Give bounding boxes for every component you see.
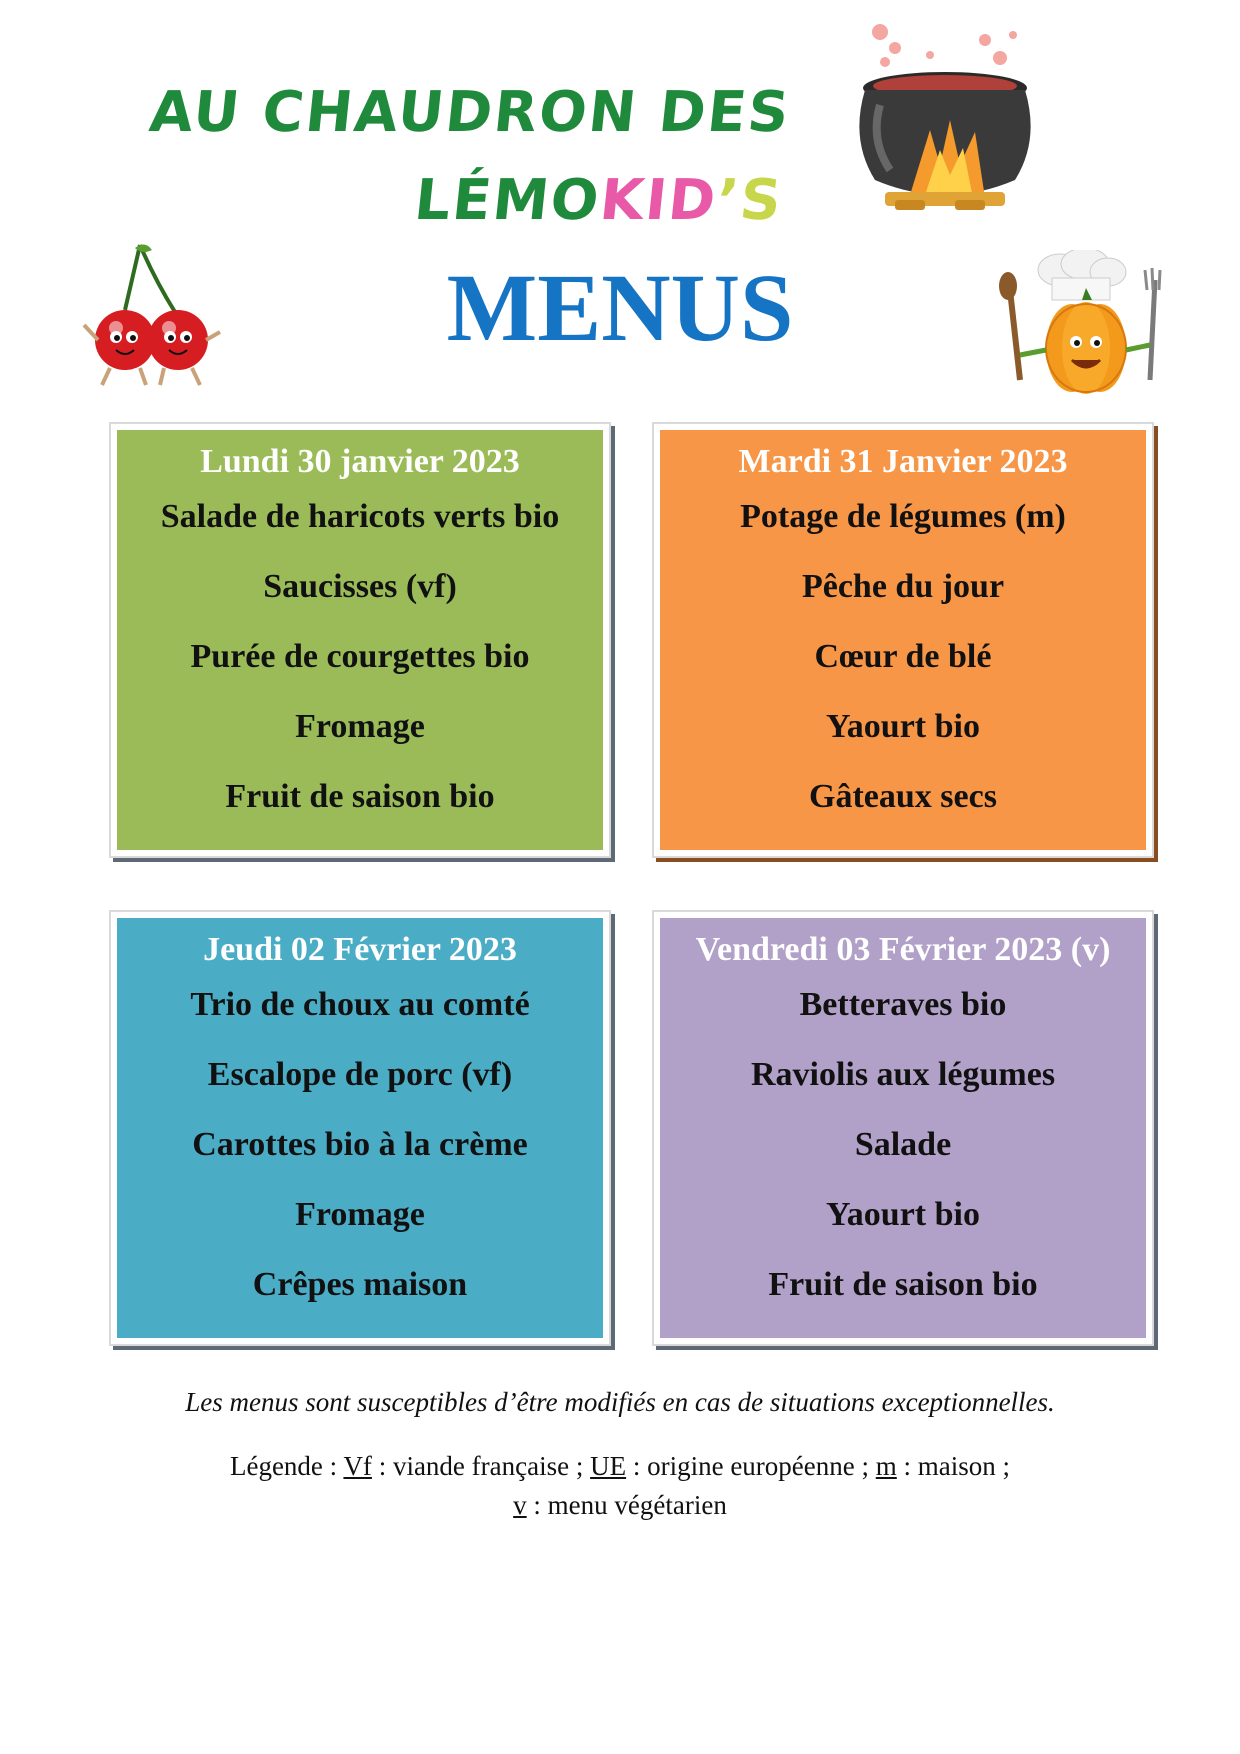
menu-item: Yaourt bio xyxy=(826,1196,980,1233)
menu-item: Salade de haricots verts bio xyxy=(160,498,560,535)
menu-card-thursday xyxy=(111,912,609,1344)
disclaimer-note: Les menus sont susceptibles d’être modifiés en cas de situations exceptionnelles. xyxy=(185,1387,1055,1417)
legend-key-vf: Vf xyxy=(343,1451,372,1481)
menu-item: Saucisses (vf) xyxy=(263,568,457,605)
menu-item: Yaourt bio xyxy=(826,708,980,745)
menu-item: Potage de légumes (m) xyxy=(740,498,1066,535)
brand-title-line2 xyxy=(412,168,839,233)
menu-items-list xyxy=(117,482,603,832)
menu-items-list xyxy=(660,970,1146,1320)
menu-item: Fruit de saison bio xyxy=(225,778,495,815)
menu-item: Escalope de porc (vf) xyxy=(207,1056,513,1093)
brand-title-line1: AU CHAUDRON DES xyxy=(146,80,794,145)
legend-line1 xyxy=(150,1447,1090,1486)
brand-title-part1: LÉMO xyxy=(411,168,604,233)
legend-key-m: m xyxy=(875,1451,897,1481)
menu-item: Trio de choux au comté xyxy=(190,986,530,1023)
cauldron-icon xyxy=(835,20,1055,220)
menu-item: Carottes bio à la crème xyxy=(192,1126,528,1163)
menu-items-list xyxy=(660,482,1146,832)
legend-text-m: : maison ; xyxy=(896,1451,1011,1481)
legend-text-ue: : origine européenne ; xyxy=(626,1451,876,1481)
menu-item: Crêpes maison xyxy=(252,1266,468,1303)
menu-item: Betteraves bio xyxy=(799,986,1007,1023)
menu-item: Pêche du jour xyxy=(801,568,1005,605)
menu-day-title: Lundi 30 janvier 2023 xyxy=(200,443,520,480)
legend xyxy=(150,1447,1090,1525)
legend-text-v: : menu végétarien xyxy=(526,1490,727,1520)
legend-line2 xyxy=(150,1486,1090,1525)
menu-item: Purée de courgettes bio xyxy=(190,638,530,675)
menu-card-friday xyxy=(654,912,1152,1344)
menu-day-title: Vendredi 03 Février 2023 (v) xyxy=(695,931,1111,968)
menu-card-tuesday xyxy=(654,424,1152,856)
menu-day-title: Jeudi 02 Février 2023 xyxy=(203,931,517,968)
legend-key-v: v xyxy=(513,1490,527,1520)
legend-text-vf: : viande française ; xyxy=(371,1451,591,1481)
menu-item: Fromage xyxy=(295,708,425,745)
brand-title-part2: KID xyxy=(596,168,721,233)
legend-prefix: Légende : xyxy=(229,1451,344,1481)
menu-item: Gâteaux secs xyxy=(809,778,997,815)
menu-item: Raviolis aux légumes xyxy=(750,1056,1056,1093)
menu-item: Cœur de blé xyxy=(814,638,992,675)
brand-title-part3: ’S xyxy=(713,168,787,233)
menu-item: Fromage xyxy=(295,1196,425,1233)
menu-items-list xyxy=(117,970,603,1320)
menu-item: Salade xyxy=(854,1126,952,1163)
page-title: MENUS xyxy=(446,254,794,361)
menu-day-title: Mardi 31 Janvier 2023 xyxy=(738,443,1068,480)
legend-key-ue: UE xyxy=(590,1451,627,1481)
menu-item: Fruit de saison bio xyxy=(768,1266,1038,1303)
menu-card-monday xyxy=(111,424,609,856)
